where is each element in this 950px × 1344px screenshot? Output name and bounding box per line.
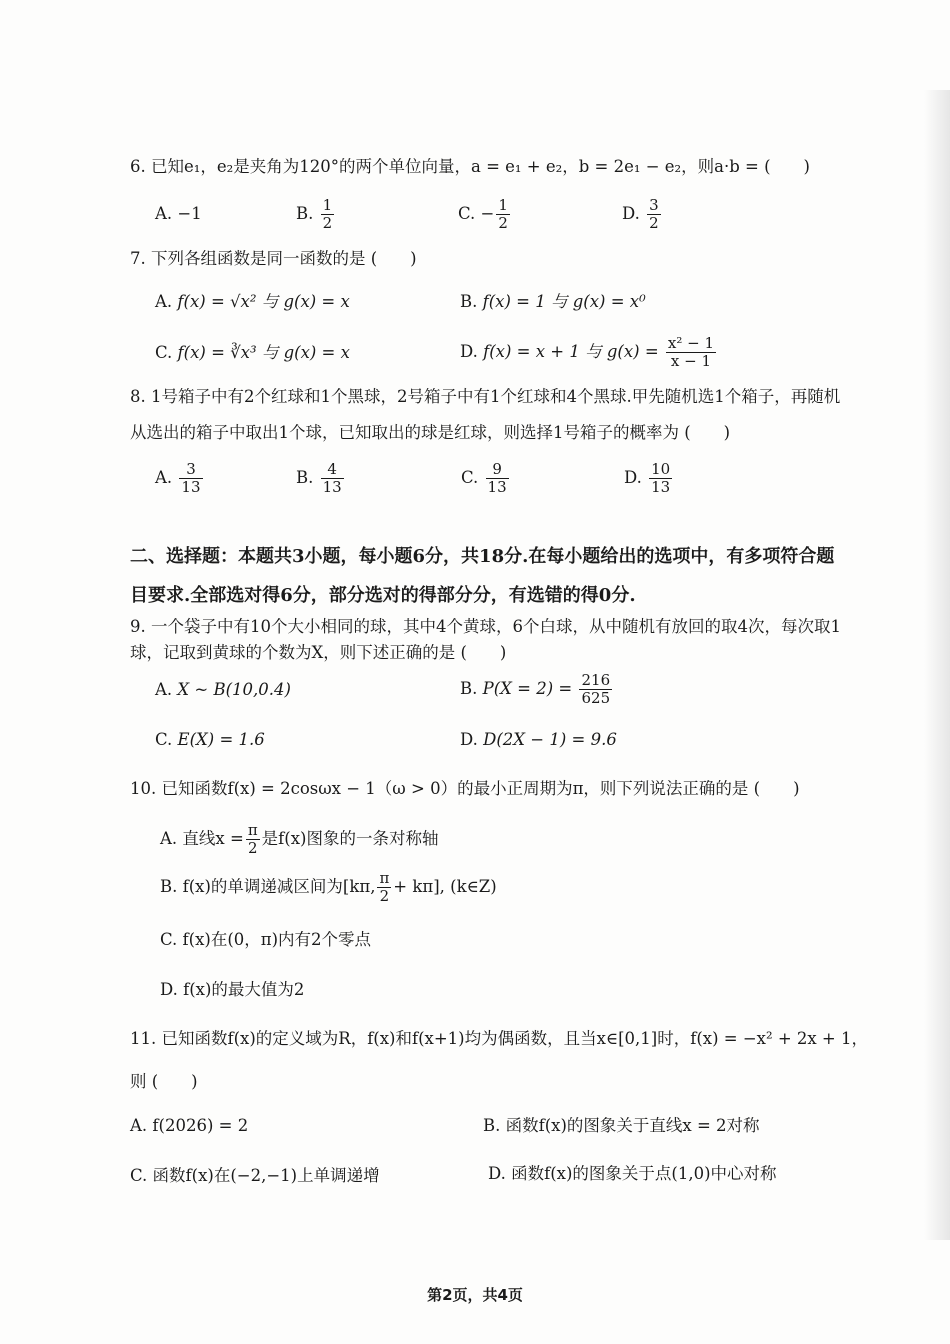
fraction: $\frac{3}{13}$ bbox=[181, 460, 201, 496]
q6-option-d: D. $\frac{3}{2}$ bbox=[622, 196, 659, 232]
q8-option-a: A. $\frac{3}{13}$ bbox=[155, 460, 201, 496]
fraction: $\frac{\pi}{2}$ bbox=[247, 821, 258, 857]
q6-option-a: A. −1 bbox=[155, 204, 202, 223]
q11-option-a: A. f(2026) = 2 bbox=[130, 1116, 249, 1135]
fraction: $\frac{1}{2}$ bbox=[498, 196, 508, 232]
q10-option-a: A. 直线x = $\frac{\pi}{2}$ 是f(x)图象的一条对称轴 bbox=[160, 821, 439, 857]
q9-stem-line2: 球，记取到黄球的个数为X，则下述正确的是 ( ) bbox=[130, 643, 507, 662]
q7-option-c: C. f(x) = ∛x³ 与 g(x) = x bbox=[155, 343, 350, 362]
q10-option-c: C. f(x)在(0，π)内有2个零点 bbox=[160, 930, 372, 949]
q9-option-c: C. E(X) = 1.6 bbox=[155, 730, 265, 749]
q7-stem: 7. 下列各组函数是同一函数的是 ( ) bbox=[130, 249, 417, 268]
q9-option-b: B. P(X = 2) = $\frac{216}{625}$ bbox=[460, 671, 611, 707]
q9-option-a: A. X ~ B(10,0.4) bbox=[155, 680, 291, 699]
q11-option-c: C. 函数f(x)在(−2,−1)上单调递增 bbox=[130, 1166, 380, 1185]
scan-edge-shadow bbox=[924, 90, 950, 1240]
q7-option-b: B. f(x) = 1 与 g(x) = x⁰ bbox=[460, 292, 646, 311]
fraction: $\frac{\text{x² − 1}}{x - 1}$ bbox=[667, 334, 715, 370]
fraction: $\frac{9}{13}$ bbox=[487, 460, 507, 496]
q10-option-d: D. f(x)的最大值为2 bbox=[160, 980, 305, 999]
q10-stem: 10. 已知函数f(x) = 2cosωx − 1（ω > 0）的最小正周期为π，则下列说法正确的是 ( ) bbox=[130, 779, 800, 798]
q9-stem-line1: 9. 一个袋子中有10个大小相同的球，其中4个黄球，6个白球，从中随机有放回的取4次，每次取1 bbox=[130, 617, 841, 636]
q8-option-d: D. $\frac{10}{13}$ bbox=[624, 460, 671, 496]
q11-stem-line1: 11. 已知函数f(x)的定义域为R，f(x)和f(x+1)均为偶函数，且当x∈[0,1]时，f(x) = −x² + 2x + 1， bbox=[130, 1029, 869, 1048]
q6-stem: 6. 已知e₁，e₂是夹角为120°的两个单位向量，a = e₁ + e₂，b = 2e₁ − e₂，则a·b = ( ) bbox=[130, 157, 810, 176]
q7-option-d: D. f(x) = x + 1 与 g(x) = $\frac{\text{x² − 1}}{x - 1}$ bbox=[460, 334, 715, 370]
q11-stem-line2: 则 ( ) bbox=[130, 1072, 198, 1091]
fraction: $\frac{216}{625}$ bbox=[581, 671, 611, 707]
q8-stem-line2: 从选出的箱子中取出1个球，已知取出的球是红球，则选择1号箱子的概率为 ( ) bbox=[130, 423, 731, 442]
fraction: $\frac{3}{2}$ bbox=[649, 196, 659, 232]
q8-option-b: B. $\frac{4}{13}$ bbox=[296, 460, 342, 496]
q10-option-b: B. f(x)的单调递减区间为[kπ, $\frac{\pi}{2}$ + kπ], (k∈Z) bbox=[160, 869, 497, 905]
q8-stem-line1: 8. 1号箱子中有2个红球和1个黑球，2号箱子中有1个红球和4个黑球.甲先随机选1个箱子，再随机 bbox=[130, 387, 841, 406]
q6-option-b: B. $\frac{1}{2}$ bbox=[296, 196, 333, 232]
q7-option-a: A. f(x) = √x² 与 g(x) = x bbox=[155, 292, 350, 311]
section2-instructions-line1: 二、选择题：本题共3小题，每小题6分，共18分.在每小题给出的选项中，有多项符合题 bbox=[130, 546, 835, 567]
fraction: $\frac{1}{2}$ bbox=[322, 196, 333, 232]
q6-option-c: C. − $\frac{1}{2}$ bbox=[458, 196, 508, 232]
fraction: $\frac{\pi}{2}$ bbox=[379, 869, 390, 905]
fraction: $\frac{10}{13}$ bbox=[651, 460, 671, 496]
q9-option-d: D. D(2X − 1) = 9.6 bbox=[460, 730, 617, 749]
page-number-footer: 第2页，共4页 bbox=[427, 1286, 523, 1304]
q8-option-c: C. $\frac{9}{13}$ bbox=[461, 460, 507, 496]
fraction: $\frac{4}{13}$ bbox=[322, 460, 342, 496]
section2-instructions-line2: 目要求.全部选对得6分，部分选对的得部分分，有选错的得0分. bbox=[130, 585, 636, 606]
q11-option-d: D. 函数f(x)的图象关于点(1,0)中心对称 bbox=[488, 1164, 777, 1183]
q11-option-b: B. 函数f(x)的图象关于直线x = 2对称 bbox=[483, 1116, 760, 1135]
